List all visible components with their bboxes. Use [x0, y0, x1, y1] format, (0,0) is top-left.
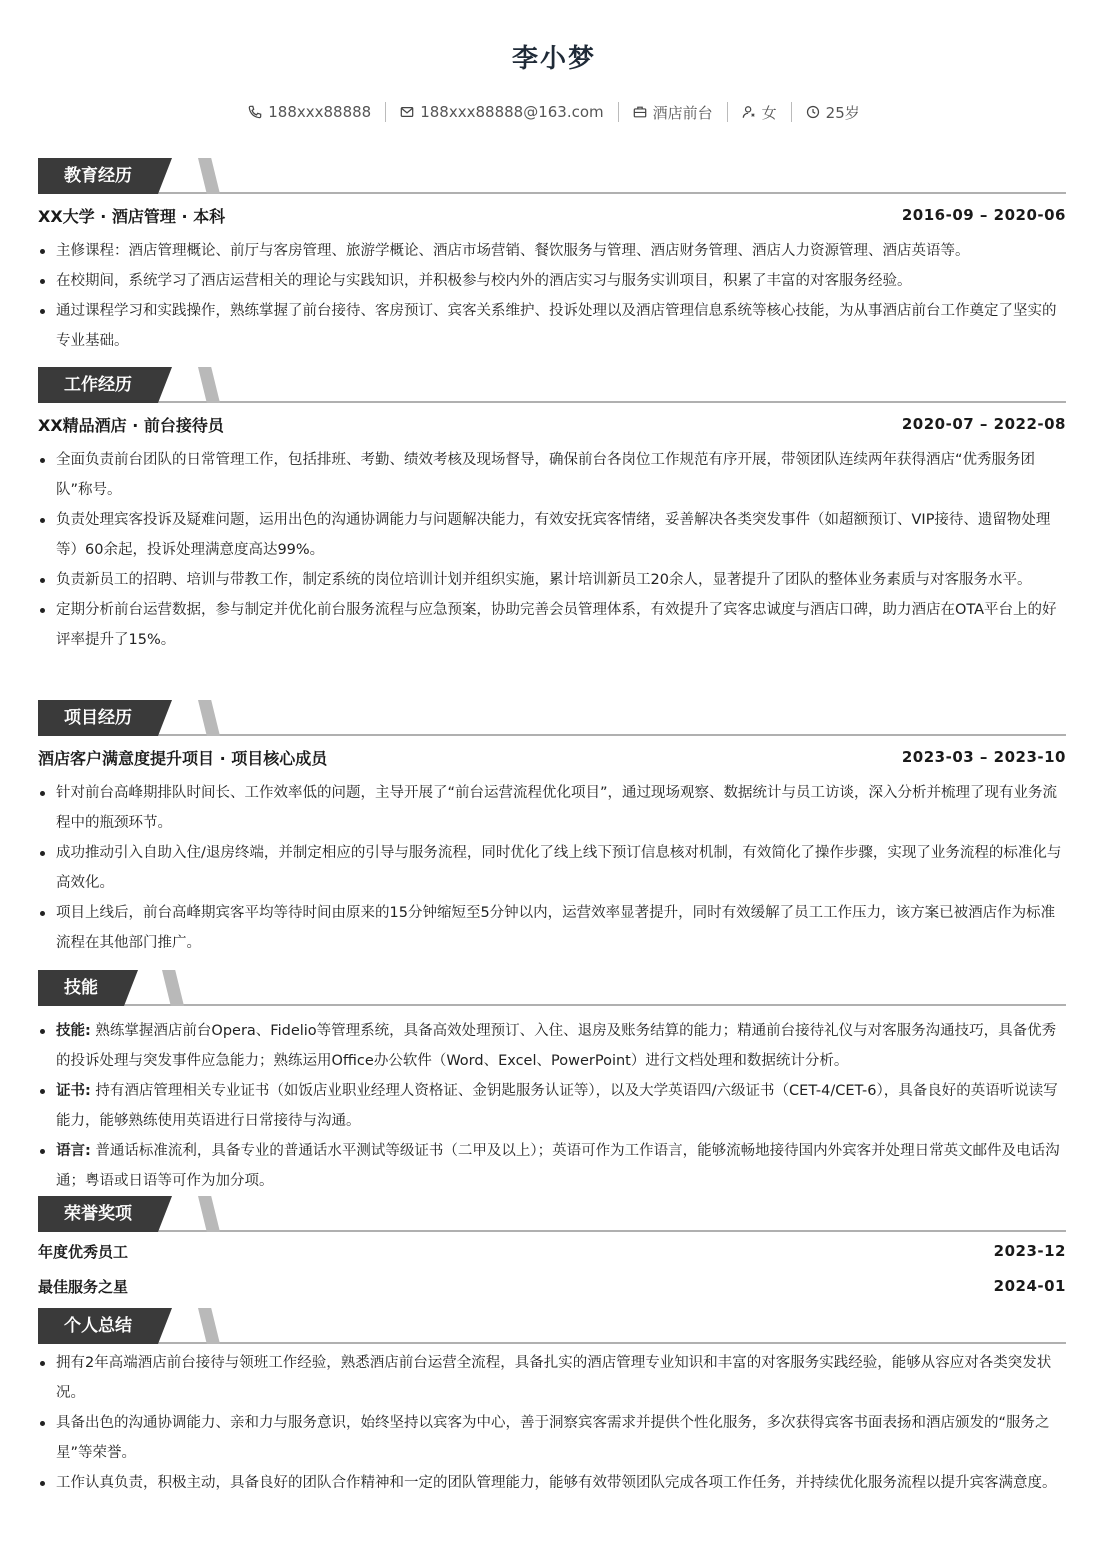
contact-age-text: 25岁: [825, 103, 860, 122]
mail-icon: [400, 105, 414, 119]
contact-bar: [0, 102, 1108, 122]
section-title: 个人总结: [38, 1308, 158, 1344]
entry-date: 2020-07 – 2022-08: [901, 415, 1066, 433]
honor-date: 2024-01: [993, 1277, 1066, 1295]
list-item: 主修课程：酒店管理概论、前厅与客房管理、旅游学概论、酒店市场营销、餐饮服务与管理、酒店财务管理、酒店人力资源管理、酒店英语等。: [38, 236, 1066, 266]
honor-row: [38, 1275, 1066, 1297]
section-header: [38, 1308, 1066, 1344]
list-item: 全面负责前台团队的日常管理工作，包括排班、考勤、绩效考核及现场督导，确保前台各岗位工作规范有序开展，带领团队连续两年获得酒店“优秀服务团队”称号。: [38, 445, 1066, 505]
section-header: [38, 970, 1066, 1006]
honor-row: [38, 1240, 1066, 1262]
contact-position: [618, 102, 727, 122]
entry-title: XX精品酒店 · 前台接待员: [38, 415, 224, 435]
list-item: 通过课程学习和实践操作，熟练掌握了前台接待、客房预订、宾客关系维护、投诉处理以及酒店管理信息系统等核心技能，为从事酒店前台工作奠定了坚实的专业基础。: [38, 296, 1066, 356]
section-title: 项目经历: [38, 700, 158, 736]
list-item: 负责新员工的招聘、培训与带教工作，制定系统的岗位培训计划并组织实施，累计培训新员工20余人，显著提升了团队的整体业务素质与对客服务水平。: [38, 565, 1066, 595]
entry-date: 2023-03 – 2023-10: [901, 748, 1066, 766]
entry-date: 2016-09 – 2020-06: [901, 206, 1066, 224]
skill-item: [38, 1136, 1066, 1196]
contact-age: [791, 102, 874, 122]
contact-email-text: 188xxx88888@163.com: [420, 103, 604, 121]
summary-list: [38, 1348, 1066, 1498]
skill-label: 语言:: [56, 1143, 91, 1159]
section-skills: [38, 970, 1066, 1196]
section-honors: [38, 1196, 1066, 1297]
contact-gender: [727, 102, 791, 122]
honor-name: 最佳服务之星: [38, 1277, 129, 1296]
section-title: 荣誉奖项: [38, 1196, 158, 1232]
clock-icon: [806, 105, 820, 119]
section-header: [38, 1196, 1066, 1232]
person-icon: [742, 105, 756, 119]
contact-gender-text: 女: [761, 103, 777, 122]
entry-list: [38, 778, 1066, 958]
entry-header: [38, 204, 1066, 226]
contact-phone: [234, 102, 385, 122]
entry-title: XX大学 · 酒店管理 · 本科: [38, 206, 226, 226]
section-header: [38, 367, 1066, 403]
list-item: 针对前台高峰期排队时间长、工作效率低的问题，主导开展了“前台运营流程优化项目”，通过现场观察、数据统计与员工访谈，深入分析并梳理了现有业务流程中的瓶颈环节。: [38, 778, 1066, 838]
section-title: 技能: [38, 970, 124, 1006]
entry-header: [38, 413, 1066, 435]
list-item: 工作认真负责，积极主动，具备良好的团队合作精神和一定的团队管理能力，能够有效带领团队完成各项工作任务，并持续优化服务流程以提升宾客满意度。: [38, 1468, 1066, 1498]
list-item: 项目上线后，前台高峰期宾客平均等待时间由原来的15分钟缩短至5分钟以内，运营效率显著提升，同时有效缓解了员工工作压力，该方案已被酒店作为标准流程在其他部门推广。: [38, 898, 1066, 958]
honor-date: 2023-12: [993, 1242, 1066, 1260]
resume-name: 李小梦: [511, 44, 596, 74]
skill-label: 技能:: [56, 1023, 91, 1039]
entry-title: 酒店客户满意度提升项目 · 项目核心成员: [38, 748, 328, 768]
section-summary: [38, 1308, 1066, 1498]
section-title: 工作经历: [38, 367, 158, 403]
skill-label: 证书:: [56, 1083, 91, 1099]
section-title: 教育经历: [38, 158, 158, 194]
entry-header: [38, 746, 1066, 768]
list-item: 具备出色的沟通协调能力、亲和力与服务意识，始终坚持以宾客为中心，善于洞察宾客需求并提供个性化服务，多次获得宾客书面表扬和酒店颁发的“服务之星”等荣誉。: [38, 1408, 1066, 1468]
skill-text: 熟练掌握酒店前台Opera、Fidelio等管理系统，具备高效处理预订、入住、退房及账务结算的能力；精通前台接待礼仪与对客服务沟通技巧，具备优秀的投诉处理与突发事件应急能力；熟练运用Office办公软件（Word、Excel、PowerPoint）进行文档处理和数据统计分析。: [56, 1023, 1057, 1069]
contact-phone-text: 188xxx88888: [268, 103, 372, 121]
skill-text: 持有酒店管理相关专业证书（如饭店业职业经理人资格证、金钥匙服务认证等），以及大学英语四/六级证书（CET-4/CET-6），具备良好的英语听说读写能力，能够熟练使用英语进行日常接待与沟通。: [56, 1083, 1058, 1129]
list-item: 定期分析前台运营数据，参与制定并优化前台服务流程与应急预案，协助完善会员管理体系，有效提升了宾客忠诚度与酒店口碑，助力酒店在OTA平台上的好评率提升了15%。: [38, 595, 1066, 655]
honor-name: 年度优秀员工: [38, 1242, 129, 1261]
section-header: [38, 158, 1066, 194]
contact-email: [385, 102, 617, 122]
skills-list: [38, 1016, 1066, 1196]
section-education: [38, 158, 1066, 356]
list-item: 在校期间，系统学习了酒店运营相关的理论与实践知识，并积极参与校内外的酒店实习与服务实训项目，积累了丰富的对客服务经验。: [38, 266, 1066, 296]
skill-item: [38, 1016, 1066, 1076]
briefcase-icon: [633, 105, 647, 119]
section-header: [38, 700, 1066, 736]
section-project: [38, 700, 1066, 958]
list-item: 负责处理宾客投诉及疑难问题，运用出色的沟通协调能力与问题解决能力，有效安抚宾客情绪，妥善解决各类突发事件（如超额预订、VIP接待、遗留物处理等）60余起，投诉处理满意度高达99%。: [38, 505, 1066, 565]
skill-item: [38, 1076, 1066, 1136]
entry-list: [38, 236, 1066, 356]
list-item: 拥有2年高端酒店前台接待与领班工作经验，熟悉酒店前台运营全流程，具备扎实的酒店管理专业知识和丰富的对客服务实践经验，能够从容应对各类突发状况。: [38, 1348, 1066, 1408]
contact-position-text: 酒店前台: [652, 103, 713, 122]
list-item: 成功推动引入自助入住/退房终端，并制定相应的引导与服务流程，同时优化了线上线下预订信息核对机制，有效简化了操作步骤，实现了业务流程的标准化与高效化。: [38, 838, 1066, 898]
phone-icon: [248, 105, 262, 119]
skill-text: 普通话标准流利，具备专业的普通话水平测试等级证书（二甲及以上）；英语可作为工作语言，能够流畅地接待国内外宾客并处理日常英文邮件及电话沟通；粤语或日语等可作为加分项。: [56, 1143, 1060, 1189]
entry-list: [38, 445, 1066, 655]
section-work: [38, 367, 1066, 655]
